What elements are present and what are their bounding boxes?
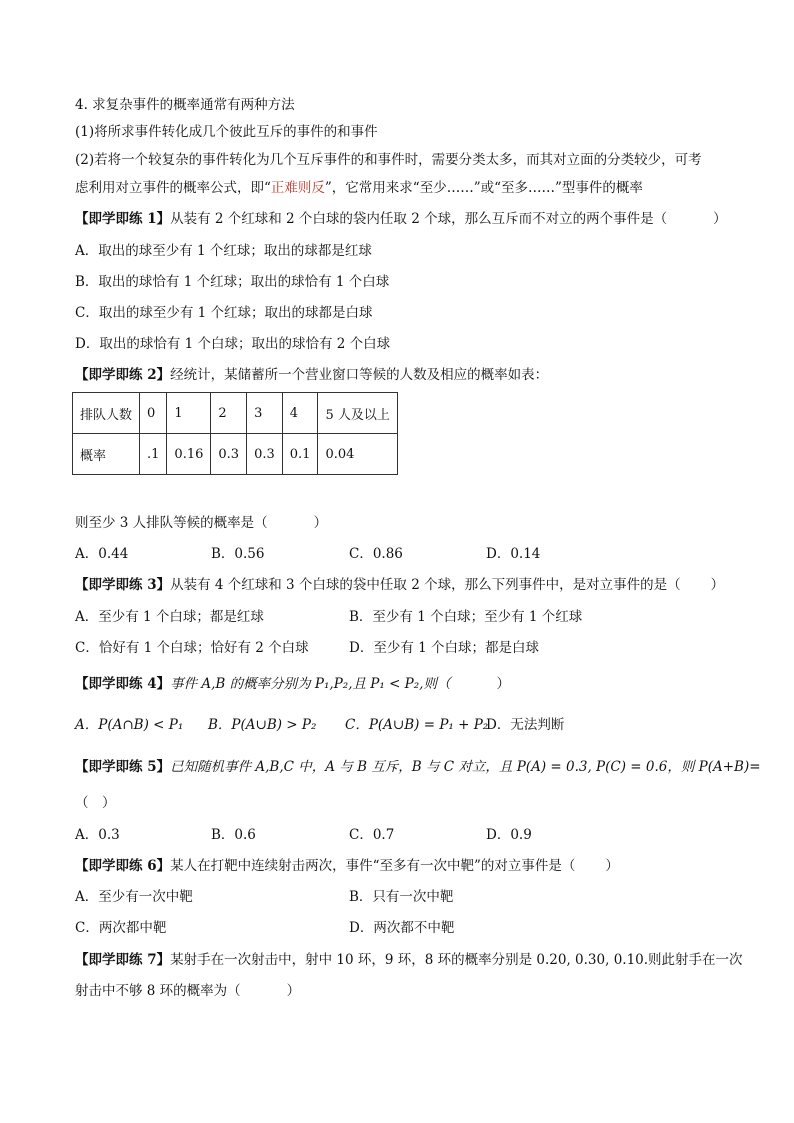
q2-question-text: 则至少 3 人排队等候的概率是（: [75, 515, 268, 531]
method-2-line-2: [75, 179, 643, 197]
table-header-row: [73, 393, 398, 434]
section-heading: 4. 求复杂事件的概率通常有两种方法: [75, 97, 295, 113]
q5-stem-text: 已知随机事件 A,B,C 中，A 与 B 互斥，B 与 C 对立，且 P(A) = 0.3, P(C) = 0.6，则 P(A+B)=: [170, 759, 761, 775]
method-2-line-2-post: ”，它常用来求“至少……”或“至多……”型事件的概率: [324, 180, 643, 196]
q6-option-c: C．两次都中靶: [75, 920, 167, 936]
table-cell: 0: [140, 393, 167, 434]
q6-stem-end: ）: [605, 858, 619, 874]
q6-stem-text: 某人在打靶中连续射击两次，事件“至多有一次中靶”的对立事件是（: [170, 858, 576, 874]
q1-tag: 【即学即练 1】: [75, 211, 171, 227]
method-2-highlight: 正难则反: [270, 180, 325, 196]
q3-stem-end: ）: [710, 577, 725, 593]
q1-option-b: B．取出的球恰有 1 个红球；取出的球恰有 1 个白球: [75, 274, 390, 290]
q5-paren: （ ）: [75, 795, 116, 811]
table-cell: 5 人及以上: [318, 393, 397, 434]
q1-option-d: D．取出的球恰有 1 个白球；取出的球恰有 2 个白球: [75, 336, 391, 352]
table-cell: 2: [211, 393, 247, 434]
q6-option-d: D．两次都不中靶: [349, 920, 455, 936]
q4-stem-end: ）: [496, 676, 510, 692]
q7-stem-end: ）: [286, 983, 301, 999]
q4-option-a: A．P(A∩B) < P₁: [75, 717, 184, 733]
q5-option-a: A．0.3: [75, 827, 120, 843]
method-2-line-2-pre: 虑利用对立事件的概率公式，即“: [75, 180, 271, 196]
q1-option-a: A．取出的球至少有 1 个红球；取出的球都是红球: [75, 243, 372, 259]
table-cell: 0.04: [318, 434, 397, 475]
q2-question-end: ）: [313, 515, 328, 531]
q5-stem: [75, 758, 761, 776]
q3-tag: 【即学即练 3】: [75, 577, 171, 593]
q4-stem-text: 事件 A,B 的概率分别为 P₁,P₂,且 P₁ < P₂,则（: [170, 676, 451, 692]
q2-option-d: D．0.14: [486, 546, 541, 562]
q2-stem-text: 经统计，某储蓄所一个营业窗口等候的人数及相应的概率如表：: [170, 367, 549, 383]
q7-stem-text: 某射手在一次射击中，射中 10 环，9 环，8 环的概率分别是 0.20, 0.30, 0.10.则此射手在一次: [170, 952, 743, 968]
q6-tag: 【即学即练 6】: [75, 858, 171, 874]
q4-option-b: B．P(A∪B) > P₂: [208, 717, 317, 733]
q4-tag: 【即学即练 4】: [75, 676, 171, 692]
q3-option-a: A．至少有 1 个白球；都是红球: [75, 609, 264, 625]
q7-stem-line-2-text: 射击中不够 8 环的概率为（: [75, 983, 241, 999]
table-cell: 1: [167, 393, 211, 434]
q7-stem-line-2: [75, 982, 300, 1000]
q4-stem: [75, 675, 510, 693]
q3-stem: [75, 576, 724, 594]
q5-option-b: B．0.6: [211, 827, 256, 843]
q7-stem: [75, 951, 743, 969]
q4-option-d: D．无法判断: [486, 717, 565, 733]
method-2-line-1: (2)若将一个较复杂的事件转化为几个互斥事件的和事件时，需要分类太多，而其对立面的分类较少，可考: [75, 152, 702, 168]
table-cell: 4: [282, 393, 318, 434]
table-cell: 0.3: [247, 434, 283, 475]
q6-stem: [75, 857, 619, 875]
q2-option-b: B．0.56: [211, 546, 265, 562]
method-1: (1)将所求事件转化成几个彼此互斥的事件的和事件: [75, 124, 378, 140]
table-cell: .1: [140, 434, 167, 475]
q1-stem-text: 从装有 2 个红球和 2 个白球的袋内任取 2 个球，那么互斥而不对立的两个事件是（: [170, 211, 668, 227]
table-row: [73, 434, 398, 475]
q2-stem: [75, 366, 548, 384]
table-cell: 0.3: [211, 434, 247, 475]
q5-option-c: C．0.7: [349, 827, 395, 843]
q5-tag: 【即学即练 5】: [75, 759, 171, 775]
q3-option-b: B．至少有 1 个白球；至少有 1 个红球: [349, 609, 583, 625]
q6-option-a: A．至少有一次中靶: [75, 889, 193, 905]
table-cell: 排队人数: [73, 393, 140, 434]
q1-stem: [75, 210, 727, 228]
q2-option-a: A．0.44: [75, 546, 129, 562]
q1-stem-end: ）: [713, 211, 727, 227]
q3-option-c: C．恰好有 1 个白球；恰好有 2 个白球: [75, 640, 309, 656]
q2-question: [75, 514, 327, 532]
q6-option-b: B．只有一次中靶: [349, 889, 454, 905]
table-cell: 0.1: [282, 434, 318, 475]
probability-table: [72, 392, 398, 475]
q2-tag: 【即学即练 2】: [75, 367, 171, 383]
q3-stem-text: 从装有 4 个红球和 3 个白球的袋中任取 2 个球，那么下列事件中，是对立事件的是（: [170, 577, 681, 593]
table-cell: 0.16: [167, 434, 211, 475]
q5-option-d: D．0.9: [486, 827, 532, 843]
table-cell: 概率: [73, 434, 140, 475]
q4-option-c: C．P(A∪B) = P₁ + P₂: [345, 717, 489, 733]
q1-option-c: C．取出的球至少有 1 个红球；取出的球都是白球: [75, 305, 373, 321]
q2-option-c: C．0.86: [349, 546, 403, 562]
table-cell: 3: [247, 393, 283, 434]
q3-option-d: D．至少有 1 个白球；都是白球: [349, 640, 539, 656]
q7-tag: 【即学即练 7】: [75, 952, 171, 968]
